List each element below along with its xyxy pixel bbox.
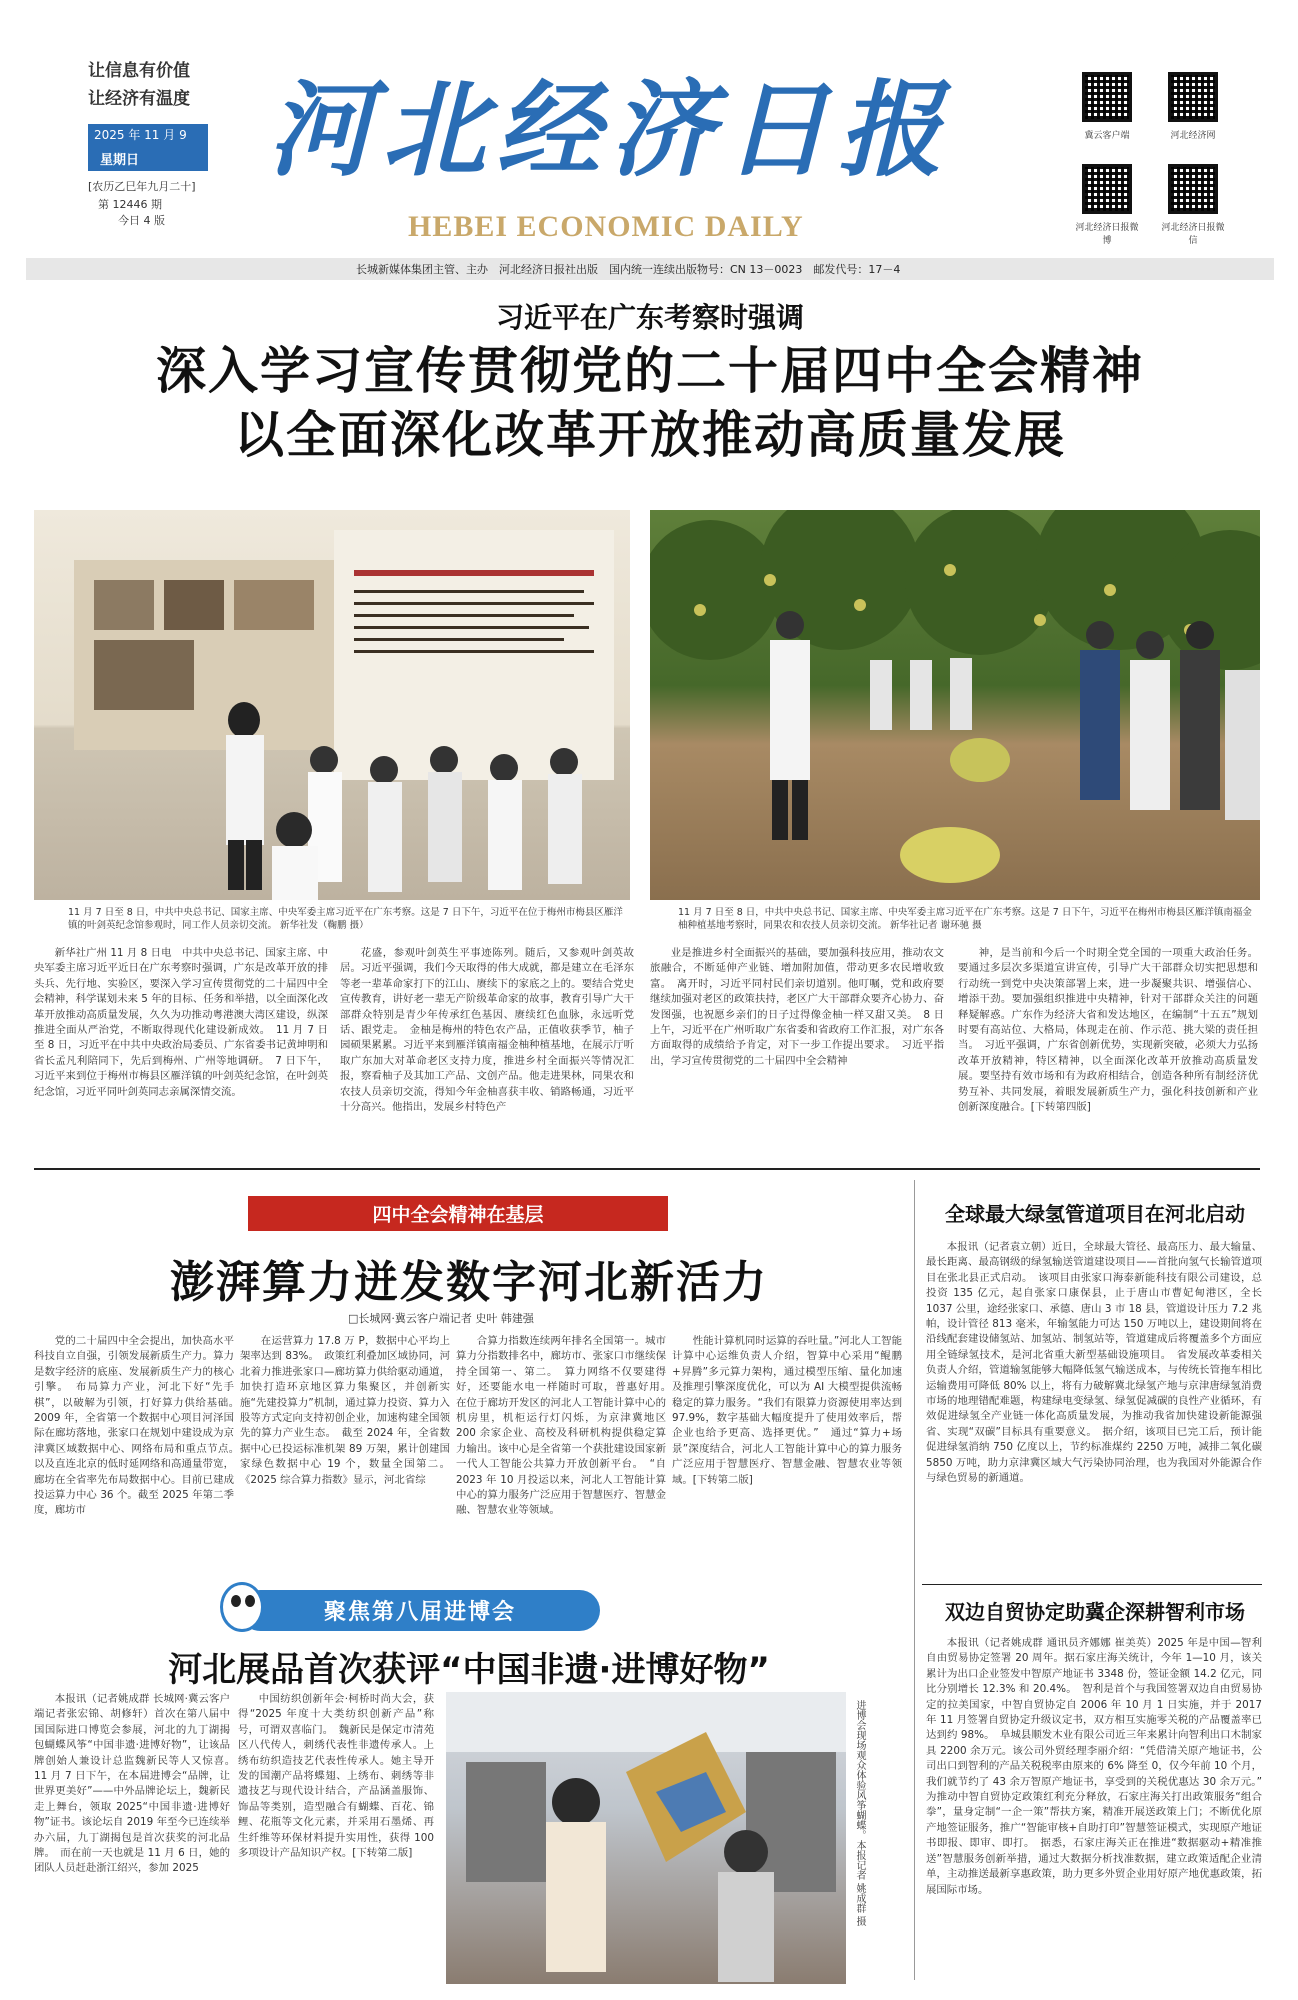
qr-code-group: [1070, 72, 1240, 247]
feature-body-col-2: 在运营算力 17.8 万 P，数据中心平均上架率达到 83%。 政策红利叠加区域协同，河北着力推进张家口—廊坊算力供给驱动通道，加快打造环京地区算力集聚区，并创新实施“先建投算力”机制，通过算力投资、算力入股等方式定向支持初创企业，加速构建全国领先的算力产业生态。 截至 2024 年，全省数据中心已投运标准机架 89 万架，累计创建国家绿色数据中心 19 个，数量全国第二。《2025 综合算力指数》显示，河北省综: [240, 1335, 450, 1486]
issue-date: 2025 年 11 月 9: [88, 124, 208, 162]
photo-credit: 新华社发（鞠鹏 摄）: [280, 920, 369, 931]
qr-code-icon: [1168, 164, 1218, 214]
expo-body-col-1: 本报讯（记者姚成群 长城网·冀云客户端记者张宏锦、胡修轩）首次在第八届中国国际进口博览会参展，河北的九丁湖揭包蝴蝶风筝“中国非遗·进博好物”，让该品牌创始人兼设计总监魏新民等人又惊喜。 11 月 7 日下午，在本届进博会“品牌，让世界更美好”——中外品牌论坛上，魏新民走上舞台，领取 2025“中国非遗·进博好物”证书。该论坛自 2019 年至今已连续举办六届，九丁湖揭包是首次获奖的河北品牌。 而在前一天也就是 11 月 6 日，她的团队人员赶赴浙江绍兴，参加 2025: [34, 1693, 230, 1875]
lead-kicker: 习近平在广东考察时强调: [495, 301, 804, 334]
lead-photo-orchard: [650, 510, 1260, 900]
expo-body-col-2: 中国纺织创新年会·柯桥时尚大会，获得“2025 年度十大类纺织创新产品”称号，可谓双喜临门。 魏新民是保定市清苑区八代传人，刺绣代表性非遗传承人。上绣布纺织造技艺代表性传承人。她主导开发的国潮产品将蝶翅、上绣布、刺绣等非遗技艺与现代设计结合，产品涵盖服饰、饰品等类别，造型融合有蝴蝶、百花、锦鲤、花瓶等文化元素，并采用石墨烯、再生纤维等环保材料提升实用性，获得 100 多项设计产品知识产权。[下转第二版]: [238, 1693, 434, 1860]
newspaper-title-en: HEBEI ECONOMIC DAILY: [408, 210, 804, 243]
panda-mascot-icon: [220, 1582, 264, 1632]
qr-code-icon: [1082, 164, 1132, 214]
feature-body-col-3: 合算力指数连续两年排名全国第一。城市算力分指数排名中，廊坊市、张家口市继续保持全国第一、第二。 算力网络不仅要建得好，还要能水电一样随时可取，普惠好用。 在位于廊坊开发区的河北人工智能计算中心的机房里，机柜运行灯闪烁，为京津冀地区 200 余家企业、高校及科研机构提供稳定算力输出。该中心是全省第一个获批建设国家新一代人工智能公共算力开放创新平台。 “自 2023 年 10 月投运以来，河北人工智能计算中心的算力服务广泛应用于智慧医疗、智慧金融、智慧农业等领域。: [456, 1335, 666, 1517]
expo-scene-illustration: [446, 1692, 846, 1984]
slogan-2: 让经济有温度: [88, 89, 190, 109]
lead-photo-museum: [34, 510, 630, 900]
museum-scene-illustration: [34, 510, 630, 900]
qr-label-2: 河北经济网: [1170, 131, 1216, 141]
expo-photo: [446, 1692, 846, 1984]
caption-text: 11 月 7 日至 8 日，中共中央总书记、国家主席、中央军委主席习近平在广东考察。这是 7 日下午，习近平在位于梅州市梅县区雁洋镇的叶剑英纪念馆参观时，同工作人员亲切交流。: [68, 907, 623, 931]
lead-headline-2: 以全面深化改革开放推动高质量发展: [234, 406, 1066, 464]
publication-info-bar: 长城新媒体集团主管、主办 河北经济日报社出版 国内统一连续出版物号：CN 13－0023 邮发代号：17－4: [26, 258, 1274, 280]
newspaper-title: 河北经济日报: [268, 68, 953, 191]
lunar-date: [农历乙巳年九月二十]: [88, 180, 196, 193]
expo-photo-caption: 进博会现场观众体验风筝蝴蝶。本报记者 姚成群 摄: [854, 1700, 865, 1927]
section-divider: [34, 1168, 1260, 1170]
qr-label-1: 冀云客户端: [1084, 131, 1130, 141]
feature-body-col-4: 性能计算机同时运算的吞吐量。”河北人工智能计算中心运维负责人介绍，智算中心采用“鲲鹏+昇腾”多元算力架构，通过模型压缩、量化加速及推理引擎深度优化，可以为 AI 大模型提供流畅稳定的算力服务。“我们有限算力资源使用率达到 97.9%，数字基础大幅度提升了使用效率后，帮企业也给予更高、选择更优。” 通过“算力+场景”深度结合，河北人工智能计算中心的算力服务广泛应用于智慧医疗、智慧金融、智慧农业等领域。[下转第二版]: [672, 1335, 902, 1486]
expo-headline: 河北展品首次获评“中国非遗·进博好物”: [168, 1650, 770, 1690]
issue-number: 第 12446 期: [98, 198, 162, 211]
lead-body-col-3: 业是推进乡村全面振兴的基础，要加强科技应用，推动农文旅融合，不断延伸产业链、增加附加值，带动更多农民增收致富。 离开时，习近平同村民们亲切道别。他叮嘱，党和政府要继续加强对老区的政策扶持，老区广大干部群众要齐心协力、奋发图强，也祝愿乡亲们的日子过得像金柚一样又甜又美。 8 日上午，习近平在广州听取广东省委和省政府工作汇报，对广东各方面取得的成绩给予肯定，对下一步工作提出要求。 习近平指出，学习宣传贯彻党的二十届四中全会精神: [650, 947, 944, 1067]
feature-byline: □长城网·冀云客户端记者 史叶 韩建强: [348, 1312, 534, 1325]
hydrogen-body: 本报讯（记者袁立朝）近日，全球最大管径、最高压力、最大输量、最长距离、最高钢级的绿氢输送管道建设项目——首批向氢气长输管道项目在张北县正式启动。 该项目由张家口海泰新能科技有限公司建设，总投资 135 亿元，起自张家口康保县，止于唐山市曹妃甸港区，全长 1037 公里，途经张家口、承德、唐山 3 市 18 县，管道设计压力 7.2 兆帕，设计管径 813 毫米，年输氢能力可达 150 万吨以上，建设期间将在沿线配套建设储氢站、加氢站、制氢站等，管道建成后将覆盖多个方面应用全链绿氢技术，是河北省重大新型基础设施项目。 省发展改革委相关负责人介绍，管道输氢能够大幅降低氢气输送成本，与传统长管拖车相比运输费用可降低 80% 以上，将有力破解冀北绿氢产地与京津唐绿氢消费市场的地理错配难题，构建绿电变绿氢、绿氢促减碳的良性产业循环，有效促进绿氢全产业链一体化高质量发展，为推动我省加快建设新能源强省、实现“双碳”目标具有重要意义。 据介绍，该项目已完工后，预计能促进绿氢消纳 750 亿度以上，节约标准煤约 2250 万吨，减排二氧化碳 5850 万吨，助力京津冀区域大气污染协同治理，也为我国对外能源合作与绿色贸易的新通道。: [926, 1241, 1262, 1485]
sidebar-divider: [922, 1584, 1262, 1585]
caption-text: 11 月 7 日至 8 日，中共中央总书记、国家主席、中央军委主席习近平在广东考察。这是 7 日下午，习近平在梅州市梅县区雁洋镇南福金柚种植基地考察时，同果农和农技人员亲切交流。: [678, 907, 1252, 931]
expo-banner: [240, 1590, 600, 1631]
lead-headline-1: 深入学习宣传贯彻党的二十届四中全会精神: [156, 342, 1144, 400]
qr-code-icon: [1168, 72, 1218, 122]
qr-code-icon: [1082, 72, 1132, 122]
chile-trade-headline: 双边自贸协定助冀企深耕智利市场: [945, 1600, 1245, 1624]
weekday: 星期日: [88, 146, 208, 171]
orchard-scene-illustration: [650, 510, 1260, 900]
lead-photo-orchard-caption: [678, 906, 1258, 932]
chile-trade-body: 本报讯（记者姚成群 通讯员齐娜娜 崔美英）2025 年是中国—智利自由贸易协定签署 20 周年。据石家庄海关统计，今年 1—10 月，该关累计为出口企业签发中智原产地证书 3348 份，签证金额 14.2 亿元，同比分别增长 12.3% 和 20.4%。 智利是首个与我国签署双边自由贸易协定的拉美国家，中智自贸协定自 2006 年 10 月 1 日实施，并于 2017 年 11 月签署自贸协定升级议定书，双方相互实施零关税的产品覆盖率已达到约 98%。 阜城县顺发木业有限公司近三年来累计向智利出口木制家具 2200 余万元。该公司外贸经理李丽介绍：“凭借清关原产地证书，公司出口到智利的产品关税税率由原来的 6% 降至 0，仅今年前 10 个月，我们就节约了 43 余万智原产地证书，享受到的关税优惠达 30 余万元。” 为推动中智自贸协定政策红利充分释放，石家庄海关打出政策服务“组合拳”，量身定制“一企一策”帮扶方案，精准开展送政策上门；不断优化原产地签证服务，推广“智能审核+自助打印”智慧签证模式，实现原产地证书即报、即审、即打。 据悉，石家庄海关正在推进“数据驱动+精准推送”智慧服务创新举措，通过大数据分析找准数据，建立政策适配企业清单，主动推送最新享惠政策，助力更多外贸企业用好原产地优惠政策，拓展国际市场。: [926, 1637, 1262, 1896]
feature-body-col-1: 党的二十届四中全会提出，加快高水平科技自立自强，引领发展新质生产力。算力是数字经济的底座、发展新质生产力的核心引擎。 布局算力产业，河北下好“先手棋”，以破解为引领，打好算力供给基础。 2009 年，全省第一个数据中心项目河泽国际在廊坊落地，张家口在规划中建设成为京津冀区域数据中心、网络布局和重点节点。 以及直连北京的低时延网络和高通量带宽，廊坊在全省率先布局数据中心。目前已建成投运算力中心 36 个。截至 2025 年第二季度，廊坊市: [34, 1335, 234, 1517]
lead-photo-museum-caption: [68, 906, 628, 932]
slogan-1: 让信息有价值: [88, 61, 190, 81]
page-count: 今日 4 版: [118, 214, 165, 227]
qr-label-3: 河北经济日报微博: [1075, 223, 1139, 246]
lead-body-col-1: 新华社广州 11 月 8 日电 中共中央总书记、国家主席、中央军委主席习近平近日在广东考察时强调，广东是改革开放的排头兵、先行地、实验区，要深入学习宣传贯彻党的二十届四中全会精神，科学谋划未来 5 年的目标、任务和举措，以全面深化改革开放推动高质量发展，久久为功推动粤港澳大湾区建设，纵深推进全面从严治党，不断取得现代化建设新成效。 11 月 7 日至 8 日，习近平在中共中央政治局委员、广东省委书记黄坤明和省长孟凡利陪同下，先后到梅州、广州等地调研。 7 日下午，习近平来到位于梅州市梅县区雁洋镇的叶剑英纪念馆，在叶剑英纪念馆，习近平同叶剑英同志亲属深情交流。: [34, 947, 328, 1098]
feature-headline: 澎湃算力迸发数字河北新活力: [170, 1257, 768, 1308]
photo-credit: 新华社记者 谢环驰 摄: [890, 920, 982, 931]
masthead: [0, 0, 1298, 276]
feature-banner: 四中全会精神在基层: [248, 1196, 668, 1231]
qr-label-4: 河北经济日报微信: [1161, 223, 1225, 246]
lead-body-col-2: 花盛，参观叶剑英生平事迹陈列。随后，又参观叶剑英故居。习近平强调，我们今天取得的伟大成就，都是建立在毛泽东等老一辈革命家打下的江山、赓续下的家底之上的。要结合党史宣传教育，讲好老一辈无产阶级革命家的故事，教育引导广大干部群众特别是青少年传承红色基因、赓续红色血脉，永远听党话、跟党走。 金柚是梅州的特色农产品，正值收获季节，柚子园硕果累累。习近平来到雁洋镇南福金柚种植基地，在展示厅听取广东加大对革命老区支持力度，推进乡村全面振兴等情况汇报，察看柚子及其加工产品、文创产品。他走进果林，同果农和农技人员亲切交流，得知今年金柚喜获丰收、销路畅通，习近平十分高兴。他指出，发展乡村特色产: [340, 947, 634, 1114]
hydrogen-headline: 全球最大绿氢管道项目在河北启动: [945, 1202, 1245, 1226]
column-divider: [914, 1180, 915, 1980]
expo-banner-label: 聚焦第八届进博会: [240, 1590, 600, 1631]
lead-body-col-4: 神，是当前和今后一个时期全党全国的一项重大政治任务。要通过多层次多渠道宣讲宣传，引导广大干部群众切实把思想和行动统一到党中央决策部署上来，进一步凝聚共识、增强信心、增添干劲。要加强组织推进中央精神，针对干部群众关注的问题释疑解惑。广东作为经济大省和发达地区，在编制“十五五”规划时要有高站位、大格局，体现走在前、作示范、挑大梁的责任担当。 习近平强调，广东省创新优势，实现新突破，必须大力弘扬改革开放精神，特区精神，以全面深化改革开放推动高质量发展。要坚持有效市场和有为政府相结合，创造各种所有制经济优势互补、共同发展，着眼发展新质生产力，强化科技创新和产业创新深度融合。[下转第四版]: [958, 947, 1258, 1114]
